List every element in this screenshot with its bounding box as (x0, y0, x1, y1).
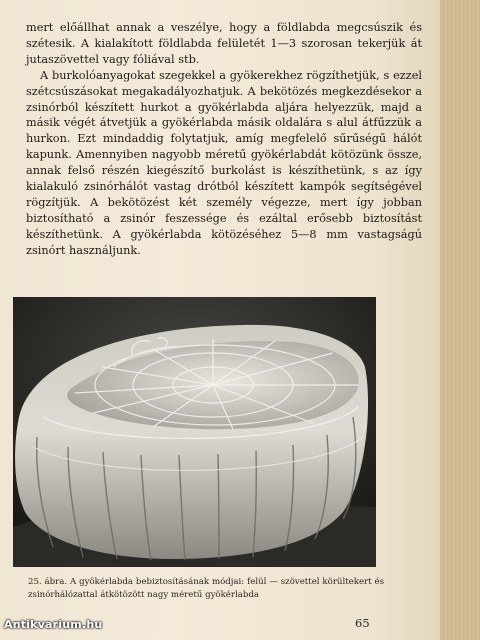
figure-photo (13, 297, 376, 567)
root-ball-photo-icon (13, 297, 376, 567)
watermark: Antikvarium.hu (4, 618, 103, 631)
paragraph-2: A burkolóanyagokat szegekkel a gyökerekhez rögzíthetjük, s ezzel szétcsúszásokat megakadályozhatjuk. A bekötözés megkezdésekor a zsinórból készített hurkot a gyökérlabda aljára helyezzük, majd a másik végét átvetjük a gyökérlabda másik oldalára s alul átfűzzük a hurkon. Ezt mindaddig folytatjuk, amíg megfelelő sűrűségű hálót kapunk. Amennyiben nagyobb méretű gyökérlabdát kötözünk össze, annak felső részén kiegészítő burkolást is készíthetünk, s az így kialakuló zsinórhálót vastag drótból készített kampók segítségével rögzítjük. A bekötözést két személy végezze, mert így jobban biztosítható a zsinór feszessége és ezáltal erősebb biztosítást készíthetünk. A gyökérlabda kötözéséhez 5—8 mm vastagságú zsinórt használjunk. (26, 68, 422, 257)
body-text (26, 20, 422, 259)
paragraph-1: mert előállhat annak a veszélye, hogy a földlabda megcsúszik és szétesik. A kialakított földlabda felületét 1—3 szorosan tekerjük át jutaszövettel vagy fóliával stb. (26, 21, 422, 66)
figure-caption: 25. ábra. A gyökérlabda bebiztosításának módjai: felül — szövettel körültekert és zsinórhálózattal átkötözött nagy méretű gyökérlabda (28, 577, 384, 600)
page-edge (440, 0, 480, 640)
page-number: 65 (355, 616, 370, 630)
